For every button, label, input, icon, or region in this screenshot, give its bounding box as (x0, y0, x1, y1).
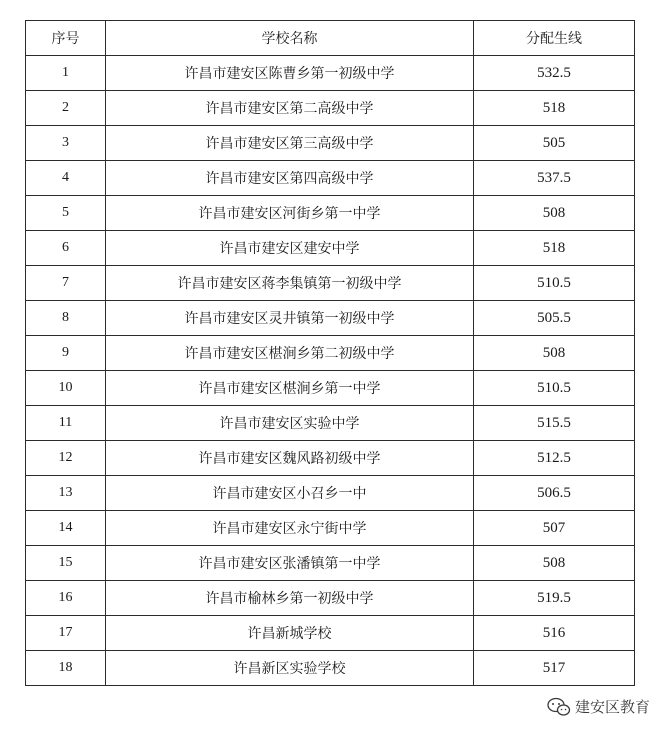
row-school-name: 许昌市建安区河街乡第一中学 (106, 196, 474, 231)
table-row (26, 56, 635, 91)
row-school-name: 许昌市建安区蒋李集镇第一初级中学 (106, 266, 474, 301)
row-school-name: 许昌市建安区小召乡一中 (106, 476, 474, 511)
row-school-name: 许昌新城学校 (106, 616, 474, 651)
table-row (26, 91, 635, 126)
table-row (26, 441, 635, 476)
row-school-name: 许昌市建安区陈曹乡第一初级中学 (106, 56, 474, 91)
row-school-name: 许昌市建安区第二高级中学 (106, 91, 474, 126)
row-index: 2 (26, 91, 106, 126)
table-row (26, 406, 635, 441)
table-row (26, 336, 635, 371)
row-school-name: 许昌市建安区椹涧乡第二初级中学 (106, 336, 474, 371)
header-school: 学校名称 (106, 21, 474, 56)
row-school-name: 许昌市榆林乡第一初级中学 (106, 581, 474, 616)
row-index: 6 (26, 231, 106, 266)
row-score: 516 (474, 616, 635, 651)
table-row (26, 651, 635, 686)
table-row (26, 581, 635, 616)
row-index: 8 (26, 301, 106, 336)
table-row (26, 476, 635, 511)
watermark (547, 696, 650, 717)
row-score: 518 (474, 91, 635, 126)
row-score: 506.5 (474, 476, 635, 511)
row-school-name: 许昌市建安区第四高级中学 (106, 161, 474, 196)
row-index: 3 (26, 126, 106, 161)
row-school-name: 许昌市建安区实验中学 (106, 406, 474, 441)
row-score: 510.5 (474, 266, 635, 301)
row-score: 519.5 (474, 581, 635, 616)
row-index: 17 (26, 616, 106, 651)
row-index: 16 (26, 581, 106, 616)
row-score: 515.5 (474, 406, 635, 441)
row-score: 505 (474, 126, 635, 161)
row-score: 508 (474, 336, 635, 371)
row-index: 13 (26, 476, 106, 511)
row-index: 7 (26, 266, 106, 301)
row-index: 1 (26, 56, 106, 91)
row-score: 505.5 (474, 301, 635, 336)
row-score: 510.5 (474, 371, 635, 406)
row-index: 15 (26, 546, 106, 581)
row-index: 9 (26, 336, 106, 371)
header-index: 序号 (26, 21, 106, 56)
row-school-name: 许昌市建安区张潘镇第一中学 (106, 546, 474, 581)
row-score: 512.5 (474, 441, 635, 476)
row-score: 508 (474, 196, 635, 231)
row-index: 11 (26, 406, 106, 441)
row-index: 4 (26, 161, 106, 196)
row-school-name: 许昌市建安区灵井镇第一初级中学 (106, 301, 474, 336)
table-row (26, 266, 635, 301)
row-index: 14 (26, 511, 106, 546)
score-table (25, 20, 635, 686)
table-row (26, 546, 635, 581)
table-row (26, 371, 635, 406)
row-score: 507 (474, 511, 635, 546)
row-score: 518 (474, 231, 635, 266)
table-row (26, 231, 635, 266)
table-row (26, 616, 635, 651)
row-score: 508 (474, 546, 635, 581)
row-school-name: 许昌市建安区魏风路初级中学 (106, 441, 474, 476)
row-index: 5 (26, 196, 106, 231)
row-score: 517 (474, 651, 635, 686)
table-row (26, 161, 635, 196)
row-index: 18 (26, 651, 106, 686)
header-row (26, 21, 635, 56)
wechat-icon (547, 697, 571, 717)
row-school-name: 许昌市建安区椹涧乡第一中学 (106, 371, 474, 406)
row-school-name: 许昌市建安区第三高级中学 (106, 126, 474, 161)
row-school-name: 许昌新区实验学校 (106, 651, 474, 686)
table-body (26, 56, 635, 686)
table-row (26, 511, 635, 546)
row-index: 10 (26, 371, 106, 406)
table-row (26, 196, 635, 231)
table-row (26, 301, 635, 336)
row-score: 532.5 (474, 56, 635, 91)
table-row (26, 126, 635, 161)
header-score: 分配生线 (474, 21, 635, 56)
row-school-name: 许昌市建安区建安中学 (106, 231, 474, 266)
watermark-text: 建安区教育 (574, 698, 650, 716)
row-index: 12 (26, 441, 106, 476)
row-school-name: 许昌市建安区永宁街中学 (106, 511, 474, 546)
row-score: 537.5 (474, 161, 635, 196)
